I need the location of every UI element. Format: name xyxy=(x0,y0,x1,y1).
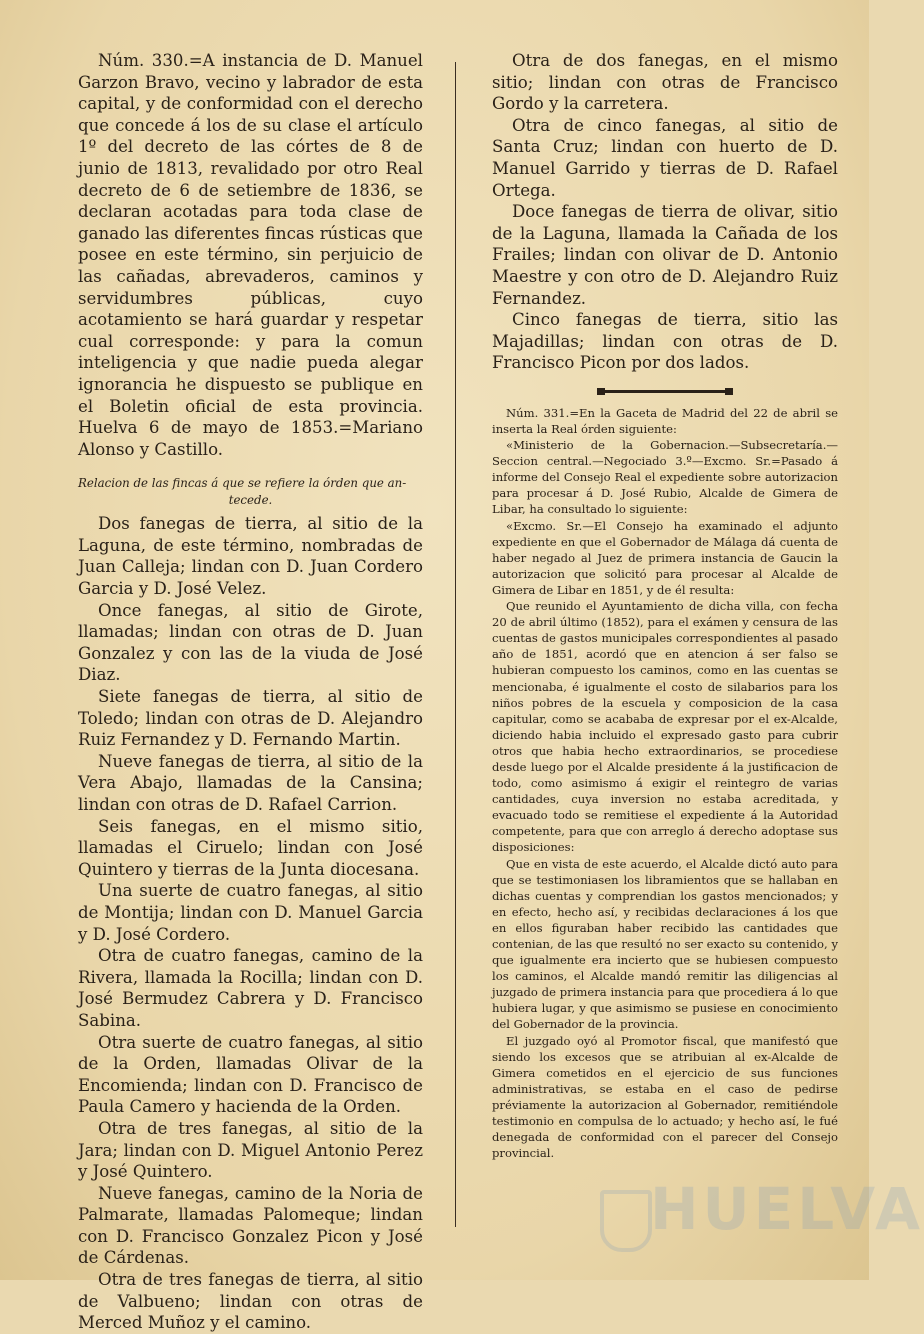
notice-331-ministry: «Ministerio de la Gobernacion.—Subsecretaría.—Seccion central.—Negociado 3.º—Excmo. Sr.=Pasado á informe del Consejo Real el expediente sobre autorizacion para procesar á D. José Rubio, Alcalde de Gimera de Libar, ha consultado lo siguiente: xyxy=(492,438,838,517)
rule-cap-right xyxy=(725,388,733,395)
property-item: Doce fanegas de tierra de olivar, sitio de la Laguna, llamada la Cañada de los Frailes; lindan con olivar de D. Antonio Maestre y con otro de D. Alejandro Ruiz Fernandez. xyxy=(492,202,838,308)
property-item: Nueve fanegas, camino de la Noria de Palmarate, llamadas Palomeque; lindan con D. Francisco Gonzalez Picon y José de Cárdenas. xyxy=(78,1183,423,1268)
notice-331-finding-2: Que en vista de este acuerdo, el Alcalde dictó auto para que se testimoniasen los libramientos que se hallaban en dichas cuentas y comprendian los gastos mencionados; y en efecto, hecho así, y recibidas declaraciones á los que en ellos figuraban haber recibido las cantidades que contenian, de las que resultó no ser exacto su contenido, y que igualmente era incierto que se hubiesen compuesto los caminos, el Alcalde mandó remitir las diligencias al juzgado de primera instancia para que procediera á lo que hubiera lugar, y que asimismo se pusiese en conocimiento del Gobernador de la provincia. xyxy=(492,856,838,1032)
property-item: Cinco fanegas de tierra, sitio las Majadillas; lindan con otras de D. Francisco Picon por dos lados. xyxy=(492,310,838,373)
rule-bar xyxy=(597,390,733,393)
relation-heading xyxy=(78,475,423,509)
watermark-shield-icon xyxy=(600,1190,652,1252)
relation-heading-sub: tecede. xyxy=(228,493,273,508)
property-item: Nueve fanegas de tierra, al sitio de la Vera Abajo, llamadas de la Cansina; lindan con otras de D. Rafael Carrion. xyxy=(78,751,423,814)
property-item: Otra de dos fanegas, en el mismo sitio; lindan con otras de Francisco Gordo y la carretera. xyxy=(492,51,838,114)
left-column xyxy=(78,50,423,1334)
watermark: HUELVA xyxy=(650,1175,924,1243)
property-item: Otra de cinco fanegas, al sitio de Santa Cruz; lindan con huerto de D. Manuel Garrido y tierras de D. Rafael Ortega. xyxy=(492,115,838,200)
relation-heading-main: Relacion de las fincas á que se refiere la órden que an- xyxy=(78,476,407,491)
section-rule xyxy=(597,388,733,395)
property-item: Seis fanegas, en el mismo sitio, llamadas el Ciruelo; lindan con José Quintero y tierras de la Junta diocesana. xyxy=(78,816,423,879)
property-item: Otra suerte de cuatro fanegas, al sitio de la Orden, llamadas Olivar de la Encomienda; lindan con D. Francisco de Paula Camero y hacienda de la Orden. xyxy=(78,1032,423,1117)
notice-331-finding-3: El juzgado oyó al Promotor fiscal, que manifestó que siendo los excesos que se atribuian al ex-Alcalde de Gimera cometidos en el ejercicio de sus funciones administrativas, se estaba en el caso de pedirse préviamente la autorizacion al Gobernador, remitiéndole testimonio en compulsa de lo actuado; y hecho así, le fué denegada de conformidad con el parecer del Consejo provincial. xyxy=(492,1033,838,1161)
property-item: Dos fanegas de tierra, al sitio de la Laguna, de este término, nombradas de Juan Calleja; lindan con D. Juan Cordero Garcia y D. José Velez. xyxy=(78,514,423,599)
property-item: Una suerte de cuatro fanegas, al sitio de Montija; lindan con D. Manuel Garcia y D. José Cordero. xyxy=(78,881,423,944)
notice-330: Núm. 330.=A instancia de D. Manuel Garzon Bravo, vecino y labrador de esta capital, y de conformidad con el derecho que concede á los de su clase el artículo 1º del decreto de las córtes de 8 de junio de 1813, revalidado por otro Real decreto de 6 de setiembre de 1836, se declaran acotadas para toda clase de ganado las diferentes fincas rústicas que posee en este término, sin perjuicio de las cañadas, abrevaderos, caminos y servidumbres públicas, cuyo acotamiento se hará guardar y respetar cual corresponde: y para la comun inteligencia y que nadie pueda alegar ignorancia he dispuesto se publique en el Boletin oficial de esta provincia. Huelva 6 de mayo de 1853.=Mariano Alonso y Castillo. xyxy=(78,51,423,459)
property-item: Once fanegas, al sitio de Girote, llamadas; lindan con otras de D. Juan Gonzalez y con las de la viuda de José Diaz. xyxy=(78,600,423,685)
notice-331: Núm. 331.=En la Gaceta de Madrid del 22 de abril se inserta la Real órden siguiente: xyxy=(492,405,838,436)
rule-spacer xyxy=(492,395,838,405)
notice-331-finding-1: Que reunido el Ayuntamiento de dicha villa, con fecha 20 de abril último (1852), para el exámen y censura de las cuentas de gastos municipales correspondientes al pasado año de 1851, acordó que en atencion á ser falso se hubieran compuesto los caminos, como en las cuentas se mencionaba, é igualmente el costo de silabarios para los niños pobres de la escuela y composicion de la casa capitular, como se acababa de expresar por el ex-Alcalde, diciendo habia incluido el expresado gasto para cubrir otros que habia hecho extraordinarios, se procediese desde luego por el Alcalde presidente á la justificacion de todo, como asimismo á exigir el reintegro de varias cantidades, cuya inversion no estaba acreditada, y evacuado todo se remitiese el expediente á la Autoridad competente, para que con arreglo á derecho adoptase sus disposiciones: xyxy=(492,599,838,855)
column-divider xyxy=(455,62,456,1227)
property-item: Otra de tres fanegas de tierra, al sitio de Valbueno; lindan con otras de Merced Muñoz y el camino. xyxy=(78,1270,423,1333)
property-item: Otra de cuatro fanegas, camino de la Rivera, llamada la Rocilla; lindan con D. José Bermudez Cabrera y D. Francisco Sabina. xyxy=(78,946,423,1030)
notice-331-council: «Excmo. Sr.—El Consejo ha examinado el adjunto expediente en que el Gobernador de Málaga dá cuenta de haber negado al Juez de primera instancia de Gaucin la autorizacion que solicitó para procesar al Alcalde de Gimera de Libar en 1851, y de él resulta: xyxy=(492,518,838,597)
property-item: Otra de tres fanegas, al sitio de la Jara; lindan con D. Miguel Antonio Perez y José Quintero. xyxy=(78,1118,423,1182)
right-column xyxy=(492,50,838,1161)
property-item: Siete fanegas de tierra, al sitio de Toledo; lindan con otras de D. Alejandro Ruiz Fernandez y D. Fernando Martin. xyxy=(78,687,423,750)
